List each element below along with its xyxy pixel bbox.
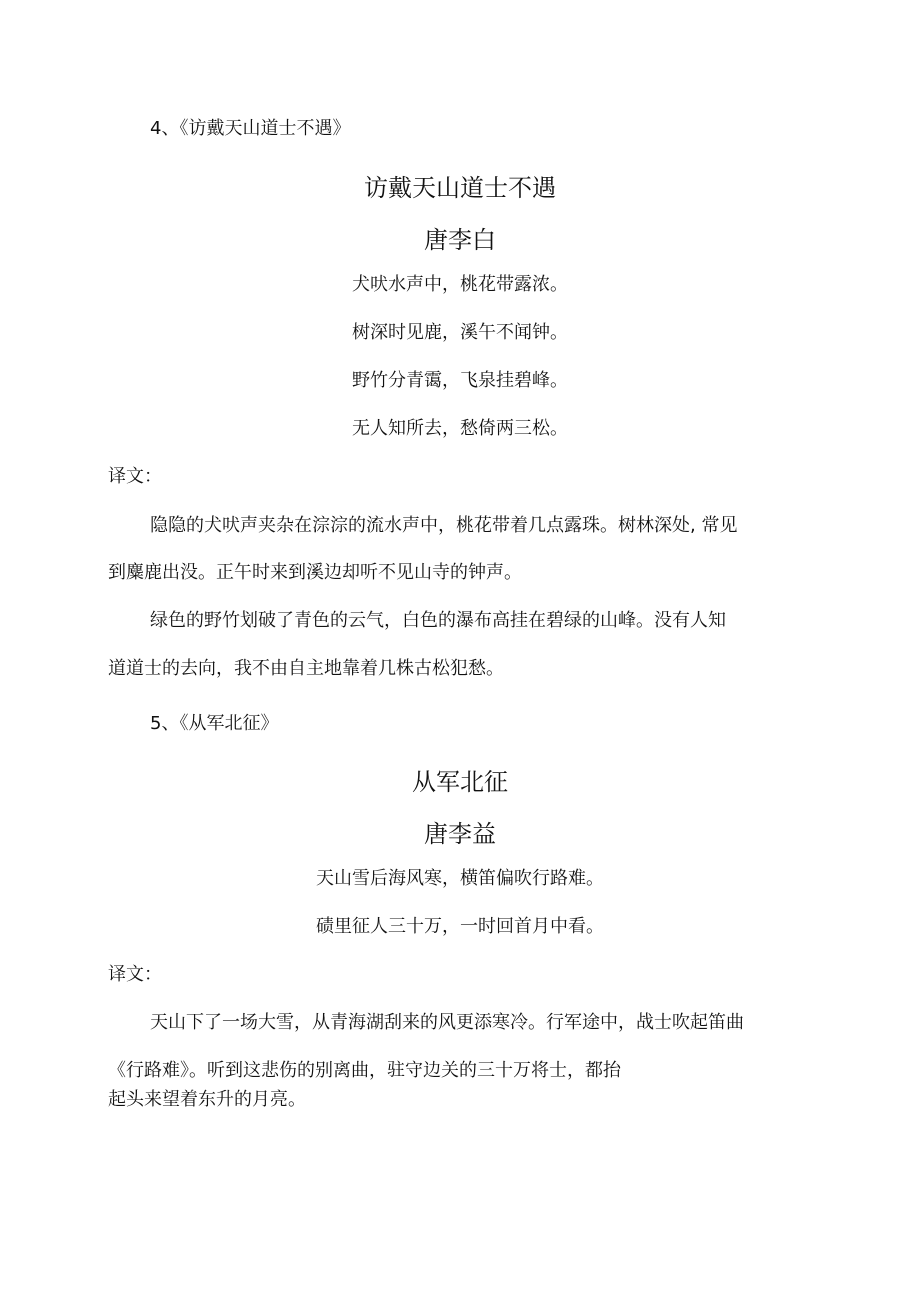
- verse-line: 树深时见鹿，溪午不闻钟。: [352, 322, 568, 343]
- verse-line: 野竹分青霭，飞泉挂碧峰。: [352, 370, 568, 391]
- translation-line: 起头来望着东升的月亮。: [108, 1089, 306, 1110]
- poem-author: 唐李白: [424, 226, 496, 254]
- verse-line: 碛里征人三十万，一时回首月中看。: [316, 916, 604, 937]
- verse-line: 无人知所去，愁倚两三松。: [352, 418, 568, 439]
- translation-line: 到麋鹿出没。正午时来到溪边却听不见山寺的钟声。: [108, 562, 522, 583]
- translation-label: 译文：: [108, 466, 162, 487]
- translation-line: 绿色的野竹划破了青色的云气，白色的瀑布高挂在碧绿的山峰。没有人知: [150, 610, 726, 631]
- poem-heading: 5、《从军北征》: [150, 713, 279, 734]
- translation-line: 道道士的去向，我不由自主地靠着几株古松犯愁。: [108, 658, 504, 679]
- translation-line: 隐隐的犬吠声夹杂在淙淙的流水声中，桃花带着几点露珠。树林深处, 常见: [150, 515, 738, 536]
- poem-title: 访戴天山道士不遇: [364, 174, 556, 202]
- poem-author: 唐李益: [424, 820, 496, 848]
- verse-line: 天山雪后海风寒，横笛偏吹行路难。: [316, 868, 604, 889]
- translation-line: 天山下了一场大雪，从青海湖刮来的风更添寒冷。行军途中，战士吹起笛曲: [150, 1012, 744, 1033]
- translation-line: 《行路难》。听到这悲伤的别离曲，驻守边关的三十万将士，都抬: [108, 1060, 621, 1081]
- translation-label: 译文：: [108, 964, 162, 985]
- verse-line: 犬吠水声中，桃花带露浓。: [352, 274, 568, 295]
- poem-title: 从军北征: [412, 768, 508, 796]
- poem-heading: 4、《访戴天山道士不遇》: [150, 118, 351, 139]
